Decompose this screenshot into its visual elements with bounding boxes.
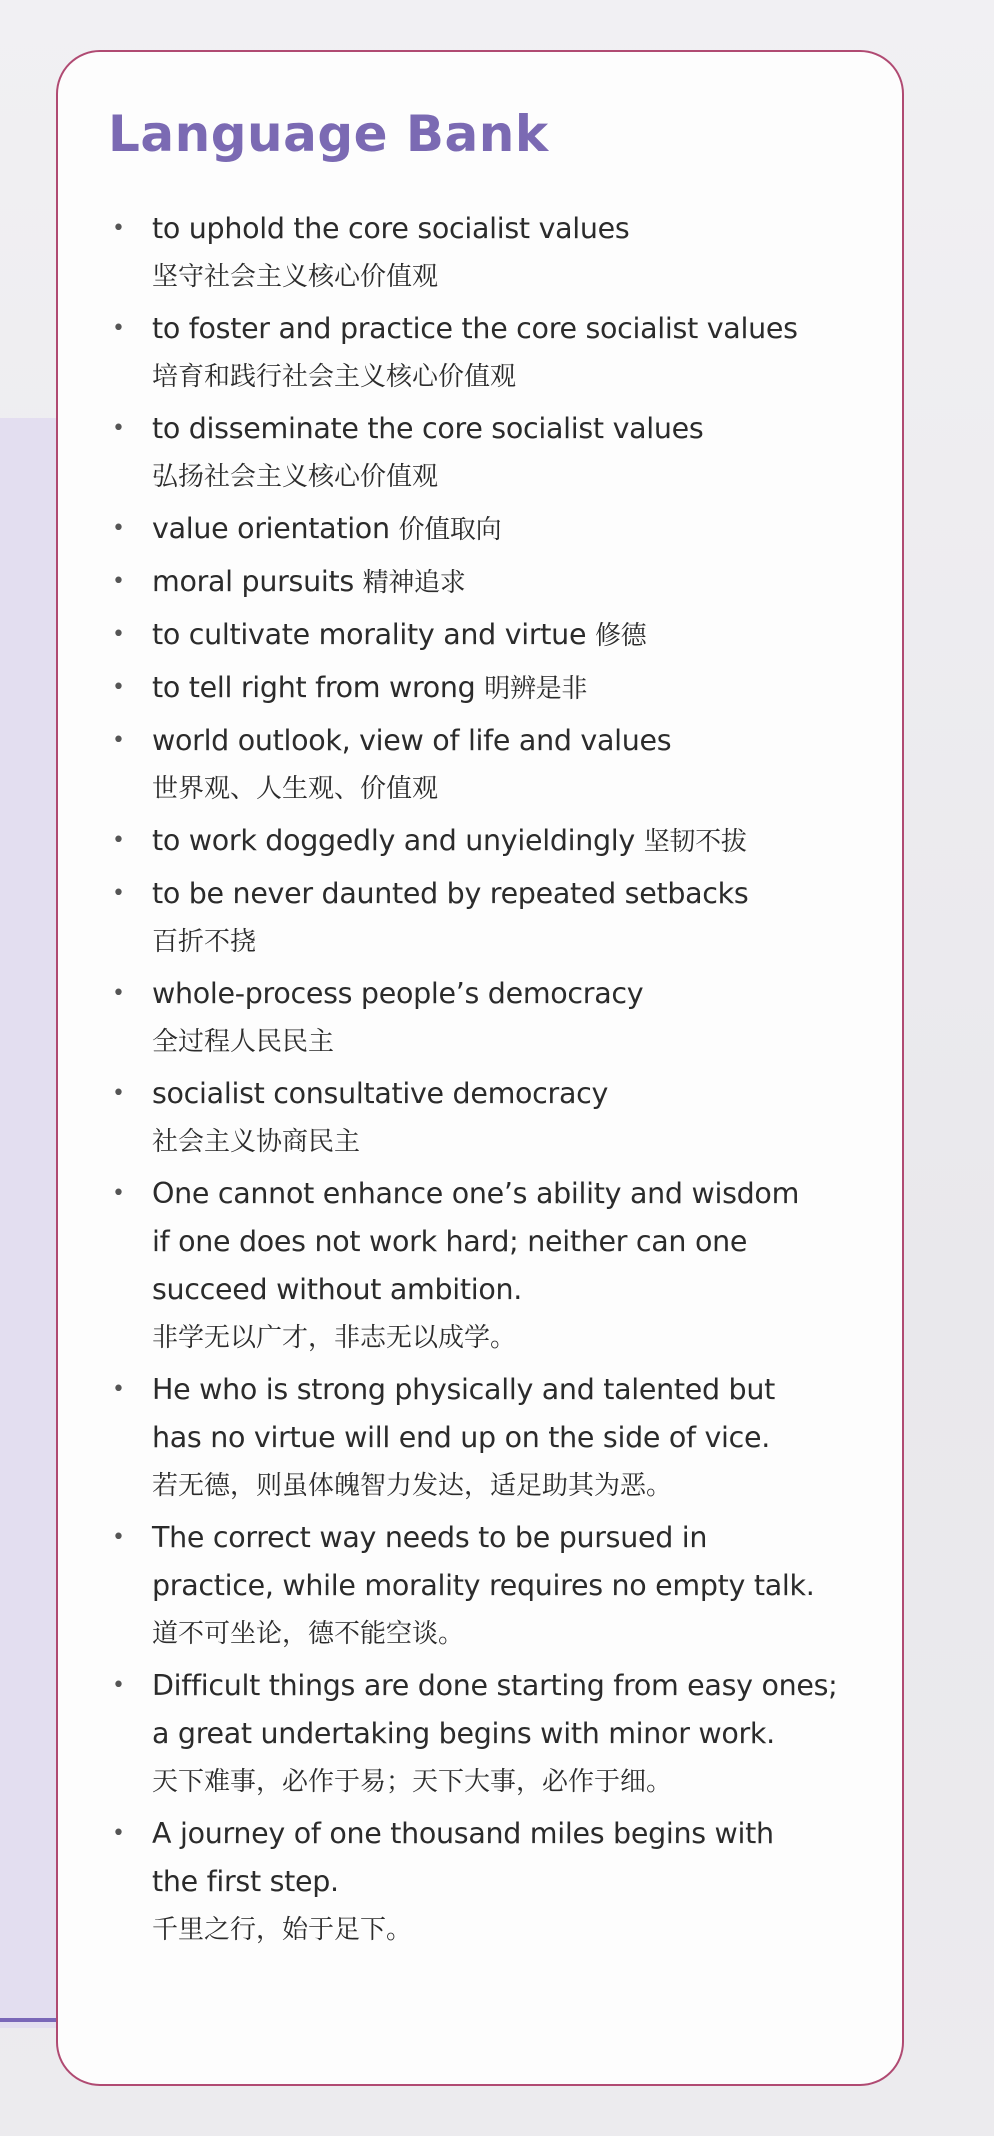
english-line: practice, while morality requires no empty talk.	[152, 1569, 815, 1602]
english-line: has no virtue will end up on the side of vice.	[152, 1421, 771, 1454]
english-phrase: whole-process people’s democracy	[152, 977, 644, 1010]
english-phrase	[152, 505, 868, 554]
english-line: One cannot enhance one’s ability and wisdom	[152, 1177, 800, 1210]
english-line: if one does not work hard; neither can one	[152, 1225, 748, 1258]
english-phrase	[152, 611, 868, 660]
english-text: value orientation	[152, 512, 390, 545]
bullet-icon: •	[112, 516, 125, 541]
list-item	[108, 405, 868, 501]
bullet-icon: •	[112, 1377, 125, 1402]
english-line: a great undertaking begins with minor work.	[152, 1717, 775, 1750]
english-text: to cultivate morality and virtue	[152, 618, 587, 651]
chinese-phrase: 培育和践行社会主义核心价值观	[152, 362, 517, 392]
bullet-icon: •	[112, 1181, 125, 1206]
chinese-phrase: 道不可坐论，德不能空谈。	[152, 1619, 465, 1649]
english-text: to work doggedly and unyieldingly	[152, 824, 635, 857]
list-item	[108, 970, 868, 1066]
chinese-phrase: 若无德，则虽体魄智力发达，适足助其为恶。	[152, 1471, 673, 1501]
list-item	[108, 1070, 868, 1166]
english-line: the first step.	[152, 1865, 339, 1898]
english-phrase	[152, 817, 868, 866]
list-item	[108, 1514, 868, 1658]
list-item	[108, 1810, 868, 1954]
chinese-phrase: 非学无以广才，非志无以成学。	[152, 1323, 517, 1353]
list-item	[108, 1170, 868, 1362]
english-line: A journey of one thousand miles begins with	[152, 1817, 774, 1850]
chinese-phrase: 天下难事，必作于易；天下大事，必作于细。	[152, 1767, 673, 1797]
bullet-icon: •	[112, 1673, 125, 1698]
chinese-phrase: 全过程人民民主	[152, 1027, 335, 1057]
phrase-list	[108, 205, 868, 1958]
english-phrase: to be never daunted by repeated setbacks	[152, 877, 749, 910]
list-item	[108, 817, 868, 866]
bullet-icon: •	[112, 416, 125, 441]
list-item	[108, 664, 868, 713]
list-item	[108, 505, 868, 554]
english-line: He who is strong physically and talented but	[152, 1373, 775, 1406]
chinese-inline: 明辨是非	[484, 674, 588, 704]
english-line: succeed without ambition.	[152, 1273, 523, 1306]
english-phrase	[152, 664, 868, 713]
chinese-inline: 价值取向	[398, 515, 502, 545]
bullet-icon: •	[112, 1525, 125, 1550]
chinese-phrase: 百折不挠	[152, 927, 257, 957]
list-item	[108, 1366, 868, 1510]
chinese-phrase: 弘扬社会主义核心价值观	[152, 462, 439, 492]
chinese-phrase: 社会主义协商民主	[152, 1127, 361, 1157]
chinese-phrase: 世界观、人生观、价值观	[152, 774, 439, 804]
bullet-icon: •	[112, 1821, 125, 1846]
english-line: Difficult things are done starting from easy ones;	[152, 1669, 838, 1702]
chinese-phrase: 千里之行，始于足下。	[152, 1915, 413, 1945]
chinese-inline: 坚韧不拔	[643, 827, 747, 857]
bullet-icon: •	[112, 981, 125, 1006]
english-line: The correct way needs to be pursued in	[152, 1521, 708, 1554]
bullet-icon: •	[112, 881, 125, 906]
chinese-inline: 精神追求	[362, 568, 466, 598]
list-item	[108, 1662, 868, 1806]
list-item	[108, 205, 868, 301]
list-item	[108, 611, 868, 660]
english-phrase: socialist consultative democracy	[152, 1077, 609, 1110]
list-item	[108, 870, 868, 966]
bullet-icon: •	[112, 828, 125, 853]
list-item	[108, 558, 868, 607]
chinese-inline: 修德	[594, 621, 647, 651]
english-text: moral pursuits	[152, 565, 354, 598]
bullet-icon: •	[112, 316, 125, 341]
list-item	[108, 305, 868, 401]
english-phrase: to uphold the core socialist values	[152, 212, 630, 245]
english-phrase: to foster and practice the core socialist values	[152, 312, 798, 345]
bullet-icon: •	[112, 1081, 125, 1106]
bullet-icon: •	[112, 622, 125, 647]
bullet-icon: •	[112, 216, 125, 241]
bullet-icon: •	[112, 728, 125, 753]
bullet-icon: •	[112, 569, 125, 594]
english-text: to tell right from wrong	[152, 671, 476, 704]
chinese-phrase: 坚守社会主义核心价值观	[152, 262, 439, 292]
english-phrase: to disseminate the core socialist values	[152, 412, 704, 445]
english-phrase	[152, 558, 868, 607]
list-item	[108, 717, 868, 813]
english-phrase: world outlook, view of life and values	[152, 724, 672, 757]
box-title: Language Bank	[108, 105, 549, 163]
bullet-icon: •	[112, 675, 125, 700]
